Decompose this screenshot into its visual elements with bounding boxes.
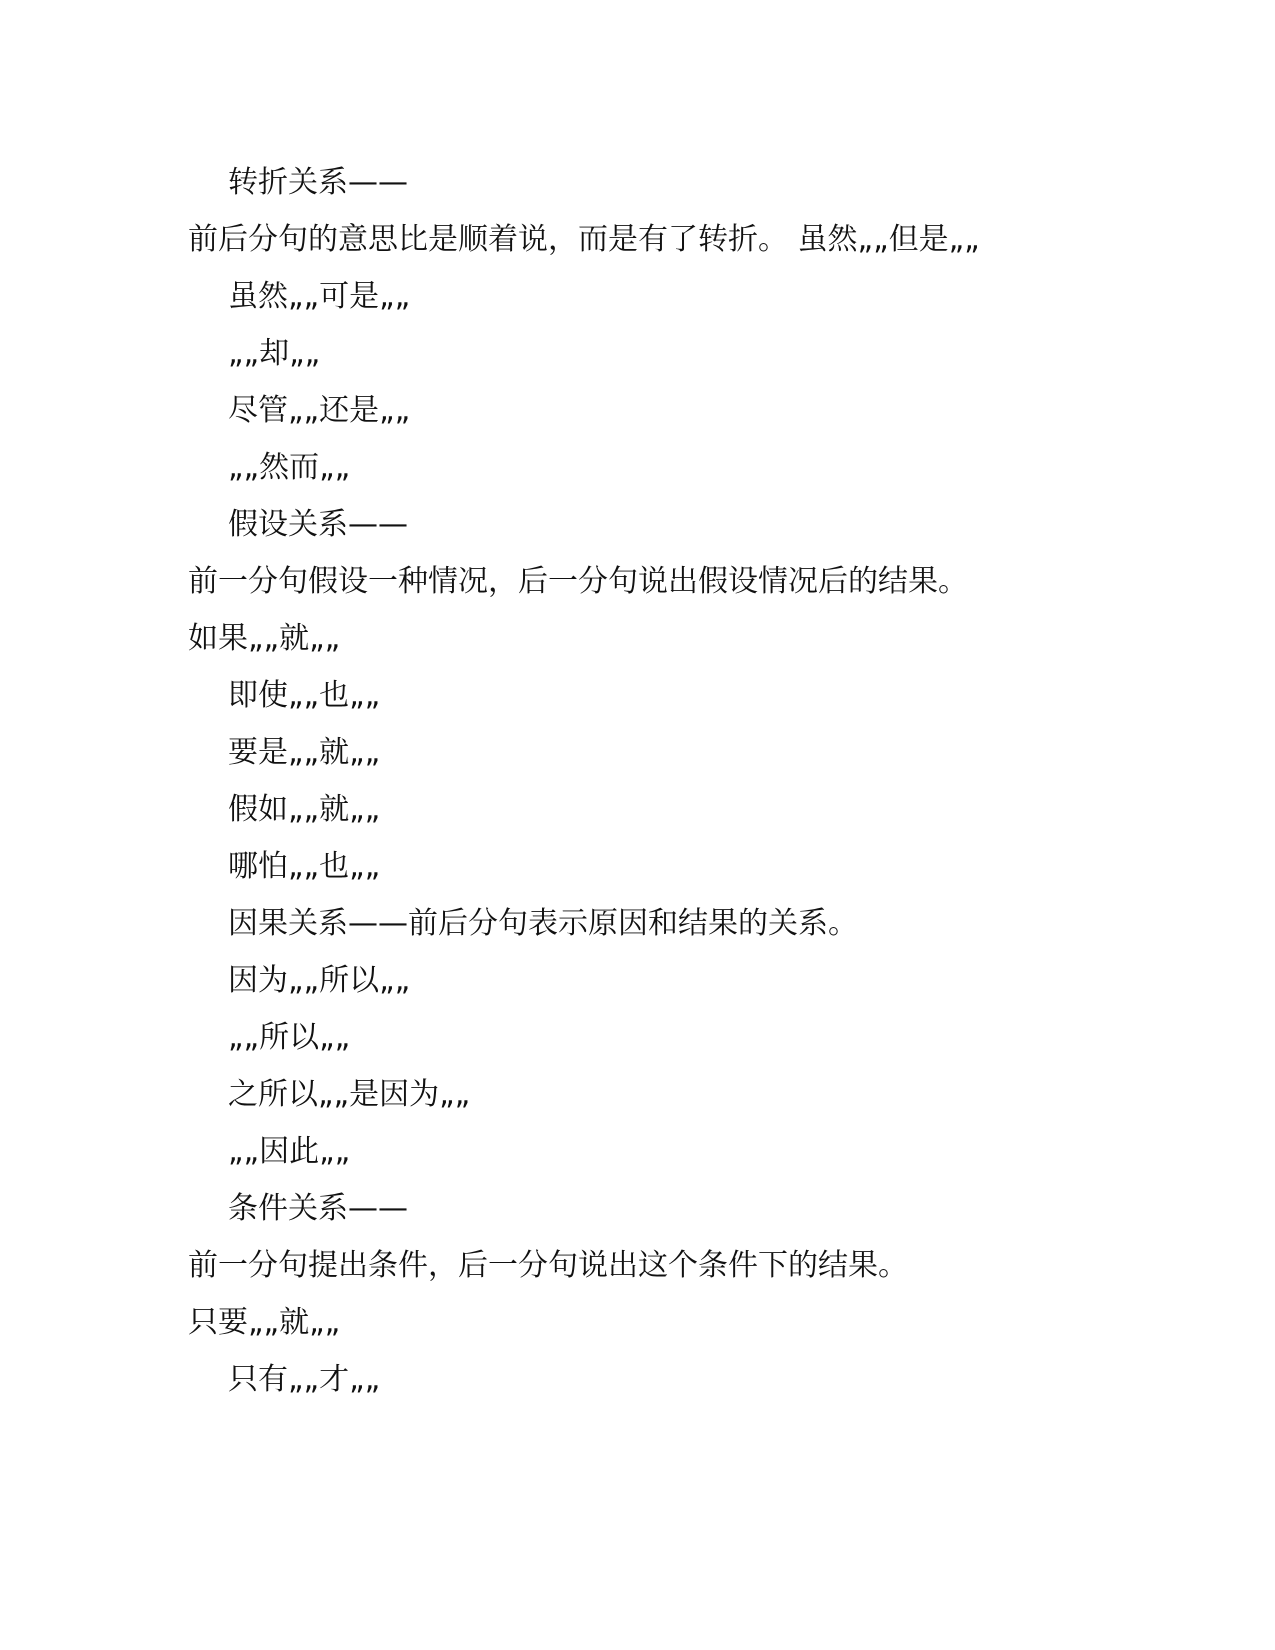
text-line: 因为„„所以„„ <box>228 963 411 998</box>
text-line: 只要„„就„„ <box>188 1305 341 1340</box>
text-line: 尽管„„还是„„ <box>228 393 411 428</box>
text-line: 如果„„就„„ <box>188 621 341 656</box>
text-line: 即使„„也„„ <box>228 678 381 713</box>
text-line: 假设关系—— <box>228 507 408 542</box>
text-line: 只有„„才„„ <box>228 1362 381 1397</box>
text-line: 虽然„„可是„„ <box>228 279 411 314</box>
text-line: 假如„„就„„ <box>228 792 381 827</box>
text-line: 哪怕„„也„„ <box>228 849 381 884</box>
text-line: 前一分句假设一种情况，后一分句说出假设情况后的结果。 <box>188 564 968 599</box>
text-line: 条件关系—— <box>228 1191 408 1226</box>
text-line: 之所以„„是因为„„ <box>228 1077 471 1112</box>
document-body <box>188 154 1088 1408</box>
text-line: 要是„„就„„ <box>228 735 381 770</box>
text-line: „„却„„ <box>228 336 321 371</box>
text-line: 前一分句提出条件，后一分句说出这个条件下的结果。 <box>188 1248 908 1283</box>
text-line: 前后分句的意思比是顺着说，而是有了转折。 虽然„„但是„„ <box>188 222 980 257</box>
text-line: „„因此„„ <box>228 1134 351 1169</box>
text-line: „„然而„„ <box>228 450 351 485</box>
text-line: 因果关系——前后分句表示原因和结果的关系。 <box>228 906 858 941</box>
text-line: 转折关系—— <box>228 165 408 200</box>
text-line: „„所以„„ <box>228 1020 351 1055</box>
